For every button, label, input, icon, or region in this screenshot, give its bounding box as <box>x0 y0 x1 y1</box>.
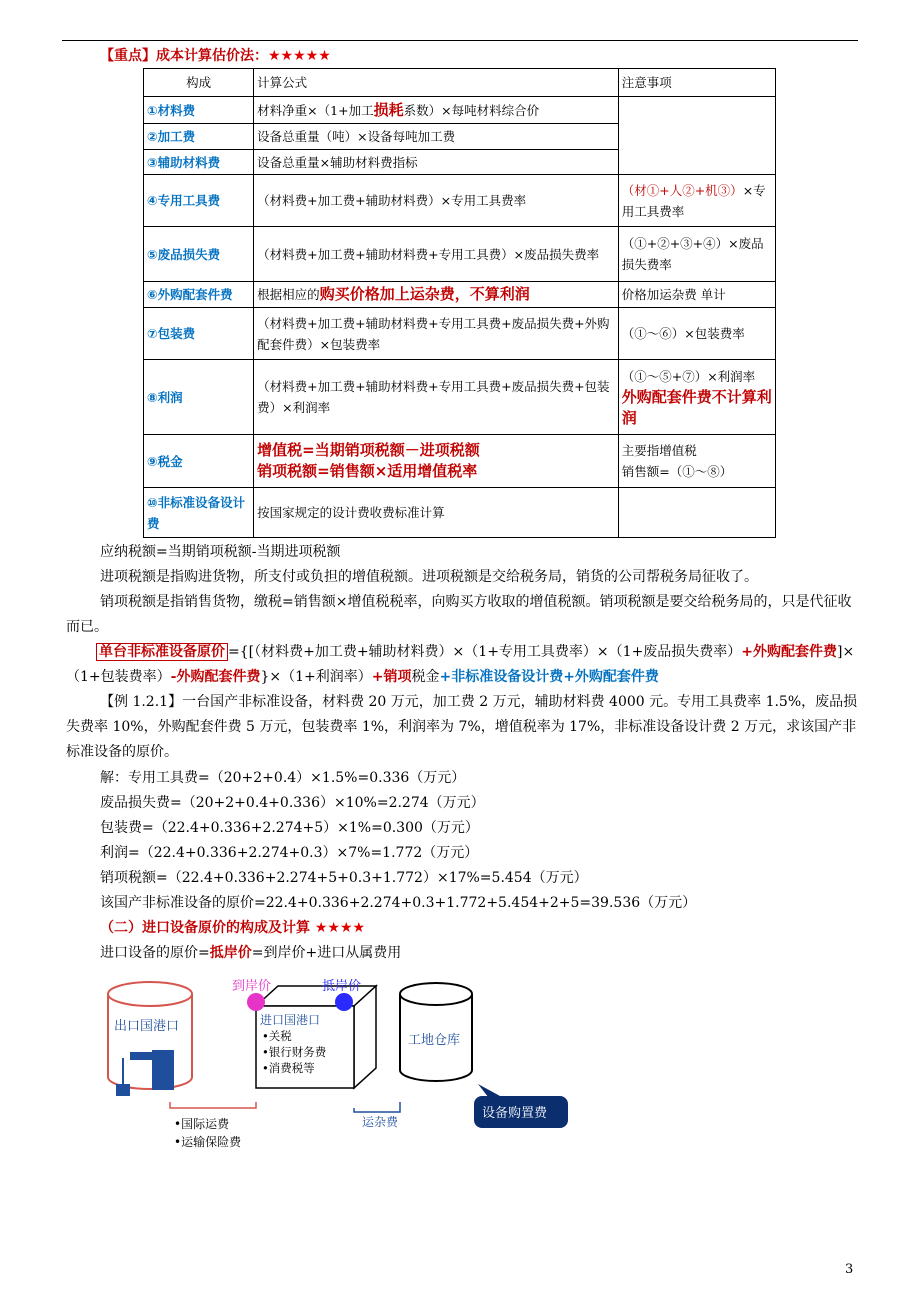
purchase-label: 设备购置费 <box>482 1106 548 1121</box>
freight-bracket <box>354 1102 400 1112</box>
row-name: ⑦包装费 <box>144 308 254 360</box>
import-item: •银行财务费 <box>262 1045 327 1059</box>
row-formula: 增值税=当期销项税额－进项税额 销项税额=销售额×适用增值税率 <box>254 435 619 488</box>
row-note <box>618 97 775 175</box>
intl-item: •国际运费 <box>174 1117 230 1131</box>
heading-stars: ★★★★★ <box>268 48 331 64</box>
row-name: ⑩非标准设备设计费 <box>144 488 254 538</box>
dian-marker <box>335 993 353 1011</box>
row-name: ⑨税金 <box>144 435 254 488</box>
row-formula: （材料费+加工费+辅助材料费）×专用工具费率 <box>254 175 619 227</box>
solution-line: 废品损失费=（20+2+0.4+0.336）×10%=2.274（万元） <box>100 795 485 811</box>
row-note <box>618 488 775 538</box>
para-tax-payable: 应纳税额=当期销项税额-当期进项税额 <box>100 544 341 560</box>
freight-label: 运杂费 <box>362 1115 399 1129</box>
warehouse-label: 工地仓库 <box>408 1033 461 1048</box>
row-formula: 根据相应的购买价格加上运杂费，不算利润 <box>254 282 619 308</box>
daoan-marker <box>247 993 265 1011</box>
row-formula: 按国家规定的设计费收费标准计算 <box>254 488 619 538</box>
example-text: 【例 1.2.1】一台国产非标准设备，材料费 20 万元，加工费 2 万元，辅助材料费 4000 元。专用工具费率 1.5%，废品损失费率 10%，外购配套件费 5 万元，包装费率 1%，利润率为 7%，增值税率为 17%，非标准设备设计费 2 万元，求该国产非标准设备的原价。 <box>66 694 858 760</box>
intl-bracket <box>170 1102 256 1108</box>
section-heading <box>100 46 331 66</box>
formula-nonstandard: 单台非标准设备原价 ={[（材料费+加工费+辅助材料费）×（1+专用工具费率）×（1+废品损失费率）+外购配套件费]×（1+包装费率）-外购配套件费}×（1+利润率）+销项税金+非标准设备设计费+外购配套件费 <box>66 644 855 685</box>
row-name: ⑥外购配套件费 <box>144 282 254 308</box>
row-formula: （材料费+加工费+辅助材料费+专用工具费+废品损失费+包装费）×利润率 <box>254 360 619 435</box>
heading-prefix: 【重点】 <box>100 48 156 64</box>
import-item: •关税 <box>262 1029 292 1043</box>
header-rule <box>62 40 858 41</box>
dian-label: 抵岸价 <box>322 979 362 994</box>
para-input-tax: 进项税额是指购进货物，所支付或负担的增值税额。进项税额是交给税务局，销货的公司帮税务局征收了。 <box>100 569 758 585</box>
row-name: ⑤废品损失费 <box>144 227 254 282</box>
row-name: ③辅助材料费 <box>144 150 254 175</box>
row-formula: 设备总重量（吨）×设备每吨加工费 <box>254 124 619 150</box>
row-name: ⑧利润 <box>144 360 254 435</box>
export-port-cylinder <box>108 982 192 1089</box>
para-output-tax: 销项税额是指销售货物，缴税=销售额×增值税税率，向购买方收取的增值税额。销项税额是要交给税务局的，只是代征收而已。 <box>66 594 852 635</box>
row-note: （材①+人②+机③）×专用工具费率 <box>618 175 775 227</box>
solution-line: 解：专用工具费=（20+2+0.4）×1.5%=0.336（万元） <box>100 770 466 786</box>
col-header: 注意事项 <box>618 69 775 97</box>
page-number: 3 <box>845 1262 854 1277</box>
row-note: （①+②+③+④）×废品损失费率 <box>618 227 775 282</box>
export-port-label: 出口国港口 <box>114 1019 180 1034</box>
row-note: （①～⑤+⑦）×利润率 外购配套件费不计算利润 <box>618 360 775 435</box>
import-port-label: 进口国港口 <box>260 1013 321 1027</box>
row-formula: （材料费+加工费+辅助材料费+专用工具费）×废品损失费率 <box>254 227 619 282</box>
solution-line: 包装费=（22.4+0.336+2.274+5）×1%=0.300（万元） <box>100 820 479 836</box>
row-name: ①材料费 <box>144 97 254 124</box>
heading-title: 成本计算估价法： <box>156 48 268 64</box>
row-note: 主要指增值税 销售额=（①～⑧） <box>618 435 775 488</box>
intl-item: •运输保险费 <box>174 1135 242 1149</box>
formula-label: 单台非标准设备原价 <box>96 643 228 661</box>
row-name: ②加工费 <box>144 124 254 150</box>
col-header: 计算公式 <box>254 69 619 97</box>
row-note: （①～⑥）×包装费率 <box>618 308 775 360</box>
section2-line: 进口设备的原价=抵岸价=到岸价+进口从属费用 <box>100 945 402 961</box>
warehouse-cylinder <box>400 983 472 1081</box>
section2-heading: （二）进口设备原价的构成及计算 ★★★★ <box>100 920 366 936</box>
row-formula: 材料净重×（1+加工损耗系数）×每吨材料综合价 <box>254 97 619 124</box>
cost-table <box>143 68 776 538</box>
daoan-label: 到岸价 <box>232 979 272 994</box>
solution-line: 该国产非标准设备的原价=22.4+0.336+2.274+0.3+1.772+5.454+2+5=39.536（万元） <box>100 895 697 911</box>
import-diagram <box>100 972 580 1162</box>
col-header: 构成 <box>144 69 254 97</box>
row-formula: 设备总重量×辅助材料费指标 <box>254 150 619 175</box>
import-item: •消费税等 <box>262 1061 315 1075</box>
row-note: 价格加运杂费 单计 <box>618 282 775 308</box>
solution-line: 利润=（22.4+0.336+2.274+0.3）×7%=1.772（万元） <box>100 845 479 861</box>
row-formula: （材料费+加工费+辅助材料费+专用工具费+废品损失费+外购配套件费）×包装费率 <box>254 308 619 360</box>
solution-line: 销项税额=（22.4+0.336+2.274+5+0.3+1.772）×17%=5.454（万元） <box>100 870 588 886</box>
row-name: ④专用工具费 <box>144 175 254 227</box>
